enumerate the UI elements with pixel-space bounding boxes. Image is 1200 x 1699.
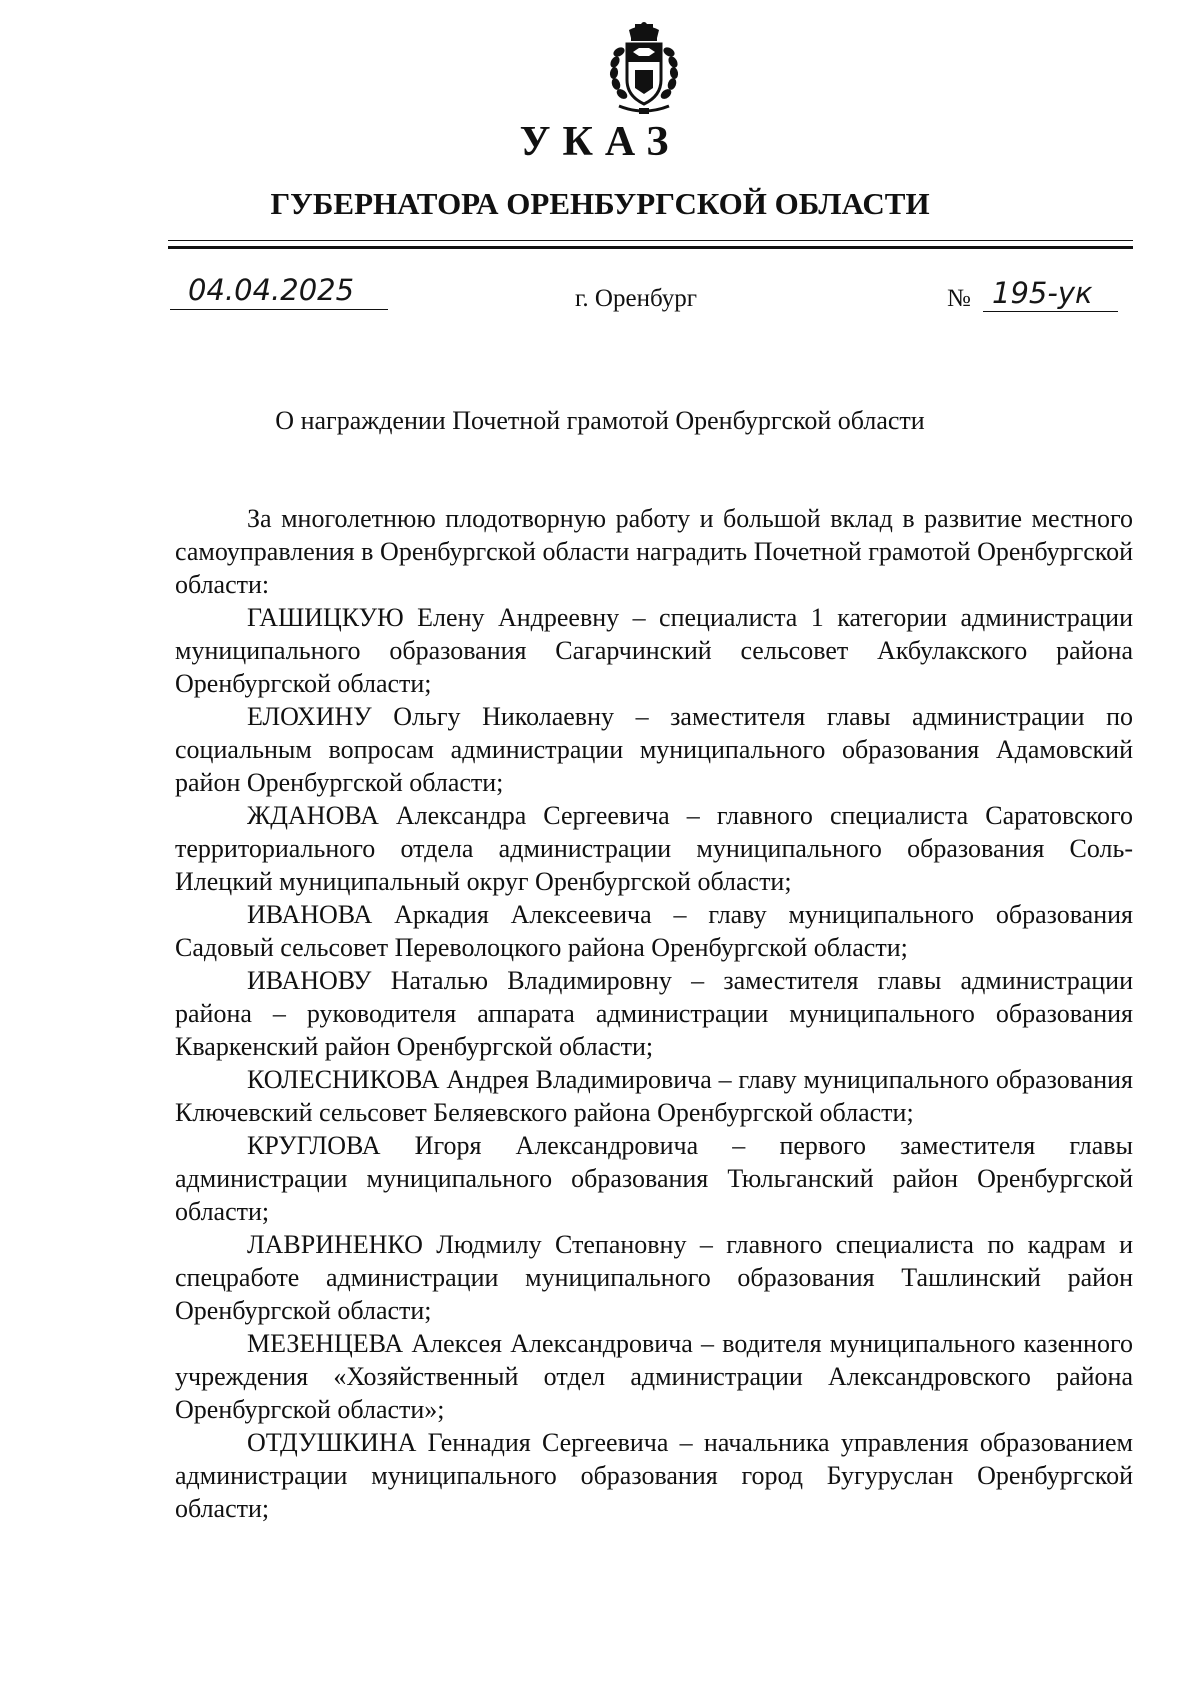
decree-date: 04.04.2025 [188, 273, 355, 307]
number-sign: № [947, 285, 971, 312]
oblast-coat-of-arms-icon [605, 22, 683, 118]
awardee-item: КОЛЕСНИКОВА Андрея Владимировича – главу муниципального образования Ключевский сельсовет Беляевского района Оренбургской области; [175, 1065, 1133, 1127]
header-divider-thin [168, 240, 1133, 241]
awardee-item: ЕЛОХИНУ Ольгу Николаевну – заместителя главы администрации по социальным вопросам администрации муниципального образования Адамовский район Оренбургской области; [175, 702, 1133, 797]
awardee-item: МЕЗЕНЦЕВА Алексея Александровича – водителя муниципального казенного учреждения «Хозяйственный отдел администрации Александровского района Оренбургской области»; [175, 1329, 1133, 1424]
header-divider-thick [168, 246, 1133, 249]
decree-body [175, 502, 1133, 1525]
awardee-item: ИВАНОВУ Наталью Владимировну – заместителя главы администрации района – руководителя аппарата администрации муниципального образования Кваркенский район Оренбургской области; [175, 966, 1133, 1061]
awardee-item: ЛАВРИНЕНКО Людмилу Степановну – главного специалиста по кадрам и спецработе администрации муниципального образования Ташлинский район Оренбургской области; [175, 1230, 1133, 1325]
number-underline [983, 311, 1118, 312]
decree-city: г. Оренбург [575, 285, 697, 312]
document-issuer: ГУБЕРНАТОРА ОРЕНБУРГСКОЙ ОБЛАСТИ [270, 186, 930, 221]
awardee-item: ЖДАНОВА Александра Сергеевича – главного специалиста Саратовского территориального отдела администрации муниципального образования Соль-Илецкий муниципальный округ Оренбургской области; [175, 801, 1133, 896]
decree-number-field [947, 275, 1127, 335]
document-title: УКАЗ [519, 119, 681, 165]
decree-intro: За многолетнюю плодотворную работу и большой вклад в развитие местного самоуправления в Оренбургской области наградить Почетной грамотой Оренбургской области: [175, 504, 1133, 599]
awardee-item: КРУГЛОВА Игоря Александровича – первого заместителя главы администрации муниципального образования Тюльганский район Оренбургской области; [175, 1131, 1133, 1226]
decree-heading: О награждении Почетной грамотой Оренбургской области [275, 406, 925, 435]
decree-number: 195-ук [992, 276, 1093, 310]
date-underline [170, 309, 388, 310]
decree-date-field [170, 272, 390, 308]
awardee-item: ОТДУШКИНА Геннадия Сергеевича – начальника управления образованием администрации муниципального образования город Бугуруслан Оренбургской области; [175, 1428, 1133, 1523]
awardee-item: ГАШИЦКУЮ Елену Андреевну – специалиста 1 категории администрации муниципального образования Сагарчинский сельсовет Акбулакского района Оренбургской области; [175, 603, 1133, 698]
awardee-item: ИВАНОВА Аркадия Алексеевича – главу муниципального образования Садовый сельсовет Переволоцкого района Оренбургской области; [175, 900, 1133, 962]
